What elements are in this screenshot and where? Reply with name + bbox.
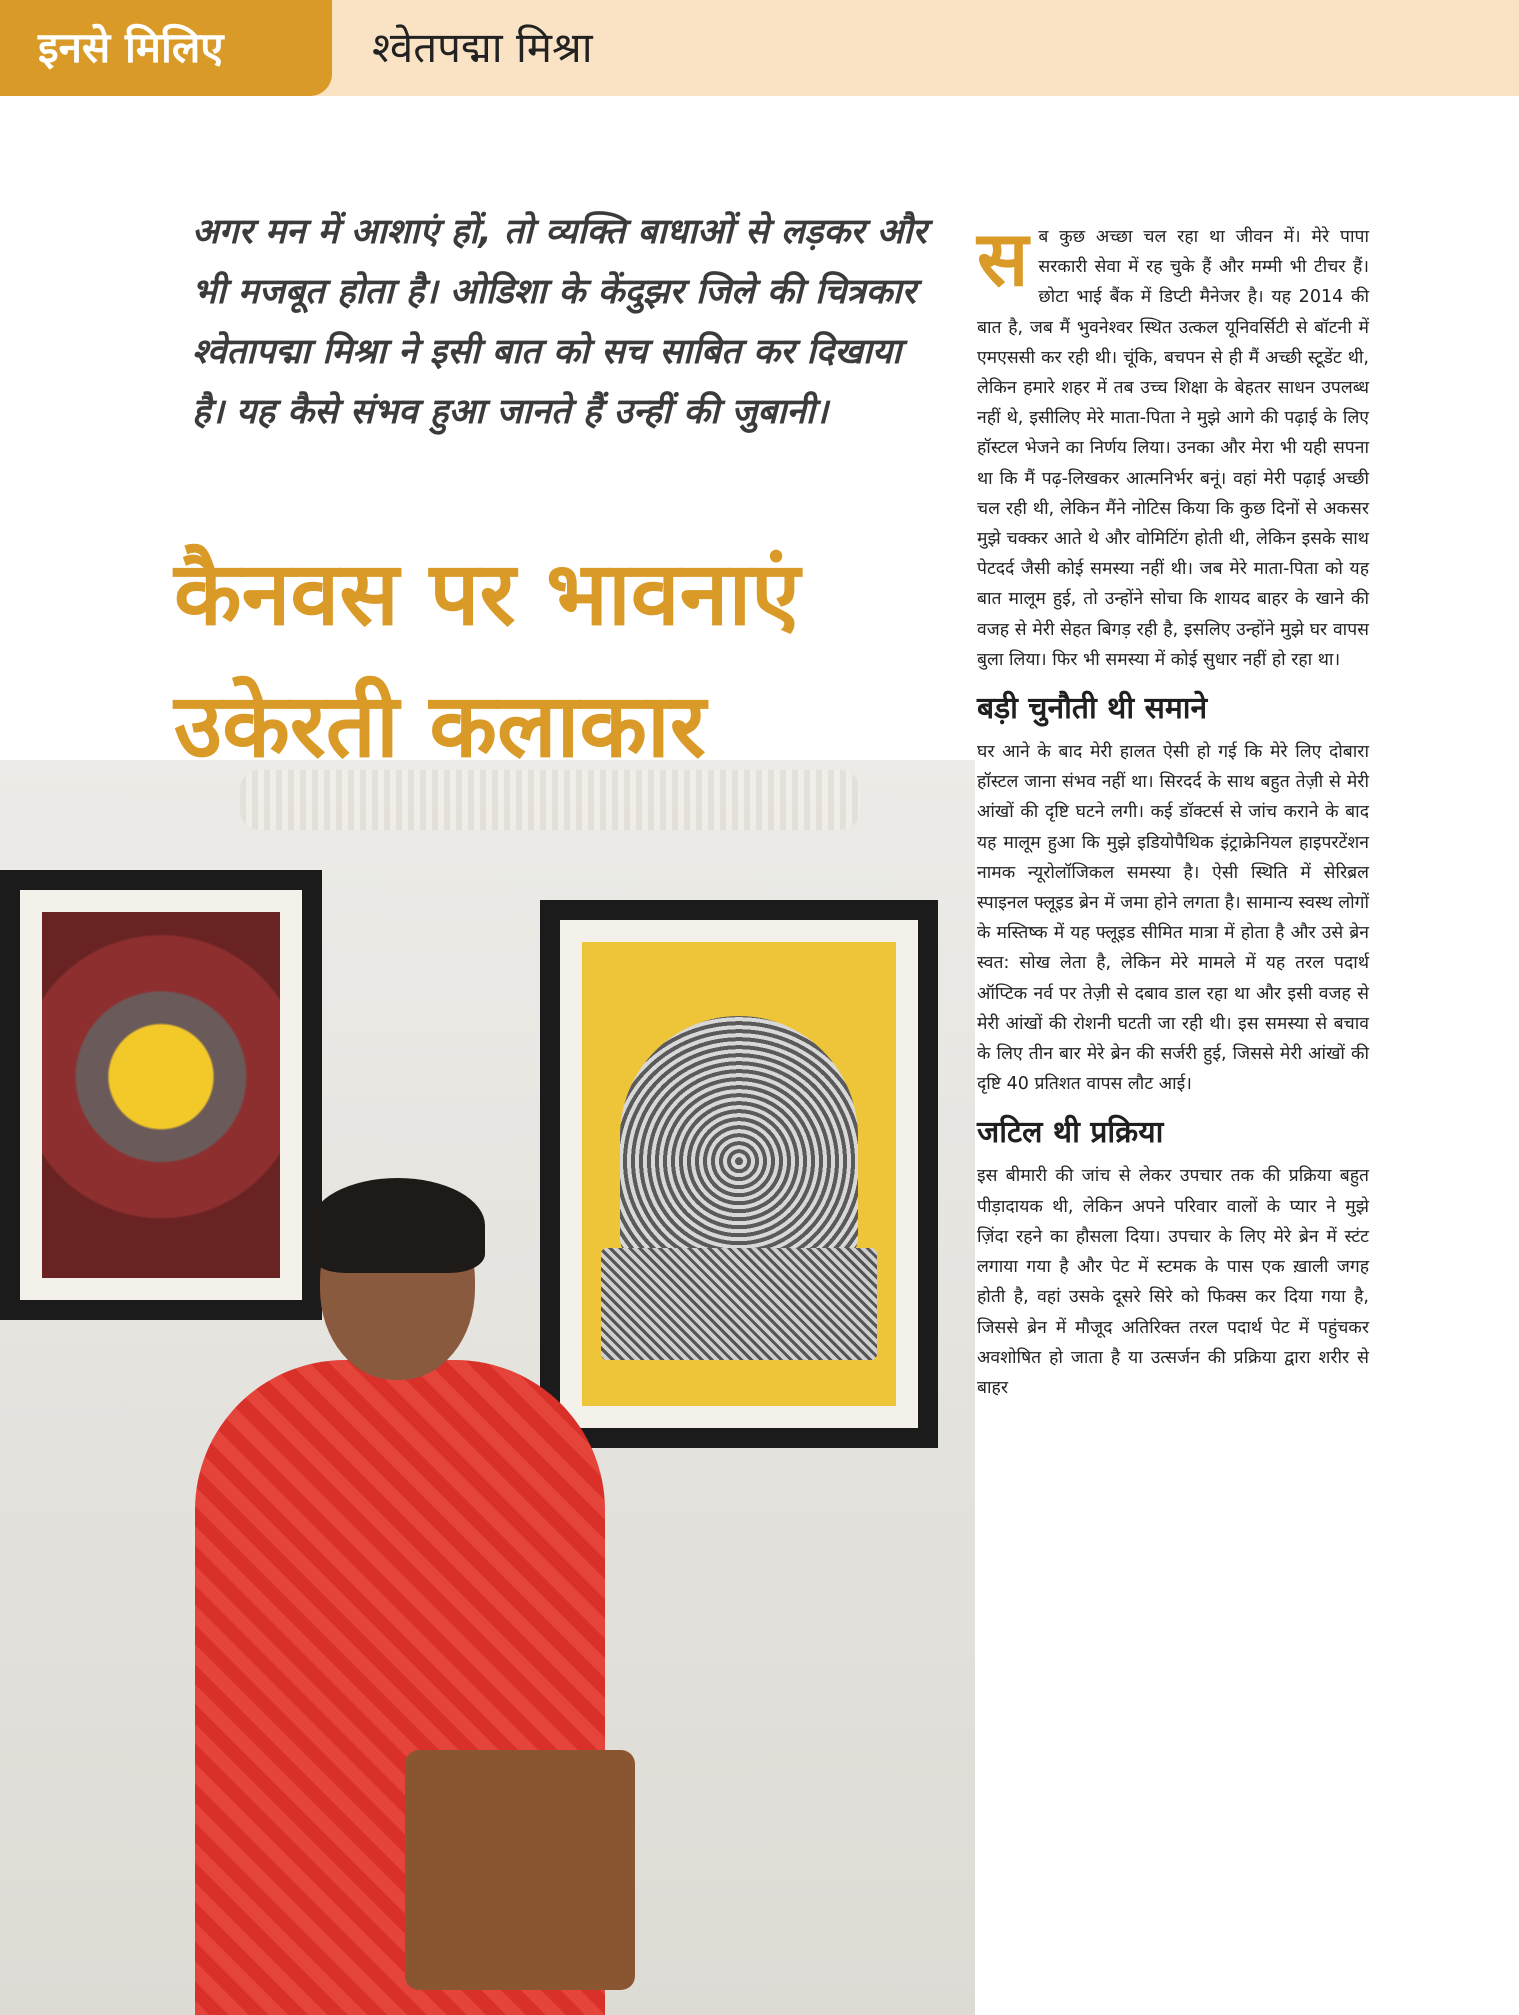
chariot-canopy [620, 1016, 859, 1257]
lede-intro: अगर मन में आशाएं हों, तो व्यक्ति बाधाओं से लड़कर और भी मजबूत होता है। ओडिशा के केंदुझर जिले की चित्रकार श्वेतापद्मा मिश्रा ने इसी बात को सच साबित कर दिखाया है। यह कैसे संभव हुआ जानते हैं उन्हीं की जुबानी। [192, 212, 927, 432]
header-person-name: श्वेतपद्मा मिश्रा [372, 23, 593, 72]
article-paragraph-2: घर आने के बाद मेरी हालत ऐसी हो गई कि मेरे लिए दोबारा हॉस्टल जाना संभव नहीं था। सिरदर्द के साथ बहुत तेज़ी से मेरी आंखों की दृष्टि घटने लगी। कई डॉक्टर्स से जांच कराने के बाद यह मालूम हुआ कि मुझे इडियोपैथिक इंट्राक्रेनियल हाइपरटेंशन नामक न्यूरोलॉजिकल समस्या है। ऐसी स्थिति में सेरिब्रल स्पाइनल फ्लूइड ब्रेन में जमा होने लगता है। सामान्य स्वस्थ लोगों के मस्तिष्क में यह फ्लूइड सीमित मात्रा में होता है और उसे ब्रेन स्वत: सोख लेता है, लेकिन मेरे मामले में यह तरल पदार्थ ऑप्टिक नर्व पर तेज़ी से दबाव डाल रहा था और इसी वजह से मेरी आंखों की रोशनी घटती जा रही थी। इस समस्या से बचाव के लिए तीन बार मेरे ब्रेन की सर्जरी हुई, जिससे मेरी आंखों की दृष्टि 40 प्रतिशत वापस लौट आई। [977, 742, 1369, 1095]
section-tag: इनसे मिलिए [0, 0, 332, 96]
article-paragraph-1-text: ब कुछ अच्छा चल रहा था जीवन में। मेरे पापा सरकारी सेवा में रह चुके हैं और मम्मी भी टीचर हैं। छोटा भाई बैंक में डिप्टी मैनेजर है। यह 2014 की बात है, जब मैं भुवनेश्वर स्थित उत्कल यूनिवर्सिटी से बॉटनी में एमएससी कर रही थी। चूंकि, बचपन से ही मैं अच्छी स्टूडेंट थी, लेकिन हमारे शहर में तब उच्च शिक्षा के बेहतर साधन उपलब्ध नहीं थे, इसीलिए मेरे माता-पिता ने मुझे आगे की पढ़ाई के लिए हॉस्टल भेजने का निर्णय लिया। उनका और मेरा भी यही सपना था कि मैं पढ़-लिखकर आत्मनिर्भर बनूं। वहां मेरी पढ़ाई अच्छी चल रही थी, लेकिन मैंने नोटिस किया कि कुछ दिनों से अकसर मुझे चक्कर आते थे और वोमिटिंग होती थी, लेकिन इसके साथ पेटदर्द जैसी कोई समस्या नहीं थी। जब मेरे माता-पिता को यह बात मालूम हुई, तो उन्होंने सोचा कि शायद बाहर के खाने की वजह से मेरी सेहत बिगड़ रही है, इसलिए उन्होंने मुझे घर वापस बुला लिया। फिर भी समस्या में कोई सुधार नहीं हो रहा था। [977, 227, 1369, 670]
painting-chariot [582, 942, 896, 1406]
article-paragraph-1 [977, 214, 1369, 675]
headline: कैनवस पर भावनाएं उकेरती कलाकार [174, 542, 800, 777]
article-column [977, 214, 1369, 1403]
subhead-1: बड़ी चुनौती थी समाने [977, 691, 1208, 727]
artist-photo [0, 760, 975, 2015]
article-paragraph-3: इस बीमारी की जांच से लेकर उपचार तक की प्रक्रिया बहुत पीड़ादायक थी, लेकिन अपने परिवार वालों के प्यार ने मुझे ज़िंदा रहने का हौसला दिया। उपचार के लिए मेरे ब्रेन में स्टंट लगाया गया है और पेट में स्टमक के पास एक ख़ाली जगह होती है, वहां उसके दूसरे सिरे को फिक्स कर दिया गया है, जिससे ब्रेन में मौजूद अतिरिक्त तरल पदार्थ पेट में पहुंचकर अवशोषित हो जाता है या उत्सर्जन की प्रक्रिया द्वारा शरीर से बाहर [977, 1166, 1369, 1398]
artist-figure [195, 1190, 605, 2015]
artist-hair [310, 1178, 485, 1273]
drop-cap: स [977, 214, 1029, 303]
subhead-2: जटिल थी प्रक्रिया [977, 1115, 1164, 1151]
painting-mat-right [560, 920, 918, 1428]
chariot-base [601, 1248, 877, 1359]
shoulder-bag [405, 1750, 635, 1990]
